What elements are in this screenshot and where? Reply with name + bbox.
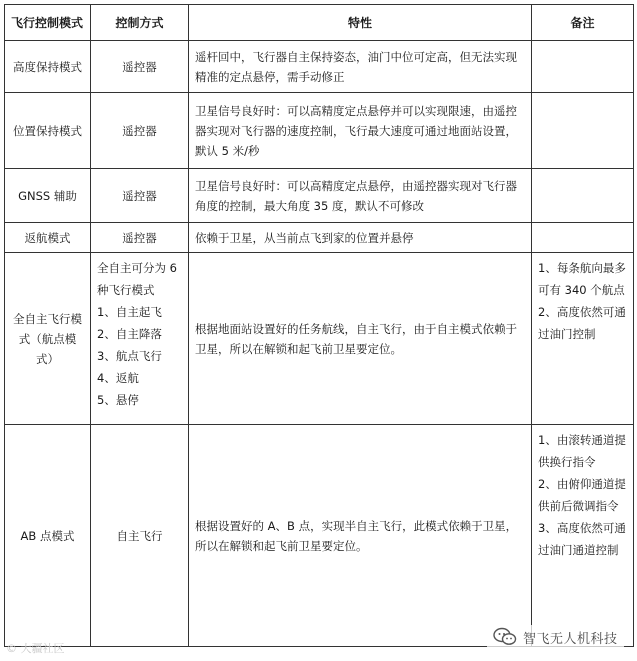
- mode-cell: AB 点模式: [5, 425, 91, 647]
- feature-cell: 卫星信号良好时：可以高精度定点悬停并可以实现限速，由遥控器实现对飞行器的速度控制，飞行最大速度可通过地面站设置，默认 5 米/秒: [189, 93, 532, 169]
- table-header-row: [5, 5, 634, 41]
- table-row: [5, 93, 634, 169]
- note-list-line: 3、高度依然可通过油门通道控制: [538, 521, 626, 557]
- mode-cell: 返航模式: [5, 223, 91, 253]
- header-control: 控制方式: [91, 5, 189, 41]
- watermark-left: © 大疆社区: [6, 642, 65, 655]
- watermark-right: [487, 625, 624, 649]
- control-list-line: 4、返航: [97, 371, 139, 385]
- watermark-right-text: 智飞无人机科技: [523, 631, 618, 647]
- control-cell: 自主飞行: [91, 425, 189, 647]
- control-list-line: 2、自主降落: [97, 327, 162, 341]
- control-cell: 遥控器: [91, 223, 189, 253]
- control-list-line: 5、悬停: [97, 393, 139, 407]
- feature-cell: 根据地面站设置好的任务航线，自主飞行，由于自主模式依赖于卫星，所以在解锁和起飞前卫星要定位。: [189, 253, 532, 425]
- note-cell: [532, 169, 634, 223]
- mode-cell: 高度保持模式: [5, 41, 91, 93]
- note-cell: [532, 223, 634, 253]
- table-row: [5, 253, 634, 425]
- control-list-line: 3、航点飞行: [97, 349, 162, 363]
- table-row: [5, 223, 634, 253]
- table-row: [5, 41, 634, 93]
- table-row: [5, 169, 634, 223]
- mode-cell: 全自主飞行模式（航点模式）: [5, 253, 91, 425]
- note-cell: [532, 253, 634, 425]
- wechat-icon: [493, 627, 517, 647]
- flight-mode-table: [4, 4, 634, 647]
- header-note: 备注: [532, 5, 634, 41]
- control-cell: 遥控器: [91, 41, 189, 93]
- note-list-line: 1、每条航向最多可有 340 个航点: [538, 261, 626, 297]
- feature-cell: 依赖于卫星，从当前点飞到家的位置并悬停: [189, 223, 532, 253]
- note-cell: [532, 41, 634, 93]
- table-row: [5, 425, 634, 647]
- note-cell: [532, 425, 634, 647]
- mode-cell: GNSS 辅助: [5, 169, 91, 223]
- feature-cell: 根据设置好的 A、B 点，实现半自主飞行，此模式依赖于卫星，所以在解锁和起飞前卫星要定位。: [189, 425, 532, 647]
- control-cell: [91, 253, 189, 425]
- note-cell: [532, 93, 634, 169]
- control-cell: 遥控器: [91, 169, 189, 223]
- feature-cell: 遥杆回中，飞行器自主保持姿态，油门中位可定高，但无法实现精准的定点悬停，需手动修正: [189, 41, 532, 93]
- header-feature: 特性: [189, 5, 532, 41]
- mode-cell: 位置保持模式: [5, 93, 91, 169]
- note-list-line: 2、高度依然可通过油门控制: [538, 305, 626, 341]
- feature-cell: 卫星信号良好时：可以高精度定点悬停，由遥控器实现对飞行器角度的控制，最大角度 35 度，默认不可修改: [189, 169, 532, 223]
- note-list-line: 2、由俯仰通道提供前后微调指令: [538, 477, 626, 513]
- control-cell: 遥控器: [91, 93, 189, 169]
- note-list-line: 1、由滚转通道提供换行指令: [538, 433, 626, 469]
- control-list-line: 全自主可分为 6 种飞行模式: [97, 261, 177, 297]
- header-mode: 飞行控制模式: [5, 5, 91, 41]
- control-list-line: 1、自主起飞: [97, 305, 162, 319]
